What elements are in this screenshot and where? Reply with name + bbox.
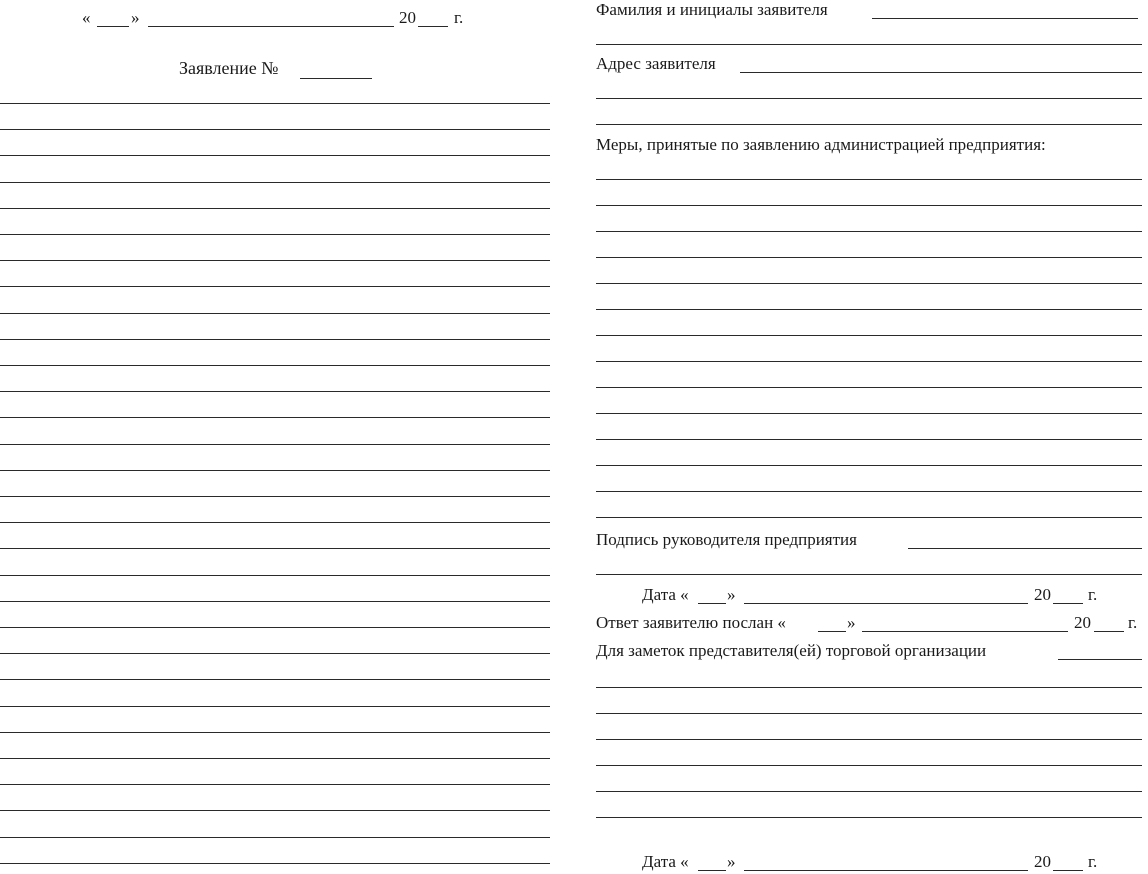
statement-text-line[interactable] <box>0 706 550 707</box>
statement-text-line[interactable] <box>0 155 550 156</box>
statement-text-line[interactable] <box>0 417 550 418</box>
reply-sent-year-prefix: 20 <box>1074 613 1091 632</box>
notes-text-line[interactable] <box>596 713 1142 714</box>
statement-text-line[interactable] <box>0 732 550 733</box>
manager-signature-label: Подпись руководителя предприятия <box>596 530 857 549</box>
statement-text-line[interactable] <box>0 339 550 340</box>
notes-text-line[interactable] <box>596 739 1142 740</box>
date1-label: Дата « <box>642 585 689 604</box>
measures-text-line[interactable] <box>596 517 1142 518</box>
statement-text-line[interactable] <box>0 627 550 628</box>
applicant-address-field-cont[interactable] <box>596 124 1142 125</box>
notes-text-line[interactable] <box>596 765 1142 766</box>
reply-sent-day-blank[interactable] <box>818 631 846 632</box>
measures-text-line[interactable] <box>596 387 1142 388</box>
statement-text-line[interactable] <box>0 208 550 209</box>
notes-text-line[interactable] <box>596 791 1142 792</box>
manager-signature-field[interactable] <box>908 548 1142 549</box>
statement-text-line[interactable] <box>0 365 550 366</box>
applicant-name-field[interactable] <box>872 18 1138 19</box>
statement-title: Заявление № <box>179 58 279 78</box>
statement-text-line[interactable] <box>0 837 550 838</box>
statement-text-line[interactable] <box>0 286 550 287</box>
measures-text-line[interactable] <box>596 205 1142 206</box>
statement-text-line[interactable] <box>0 260 550 261</box>
applicant-address-field[interactable] <box>740 72 1142 73</box>
manager-signature-field-cont[interactable] <box>596 574 1142 575</box>
statement-text-line[interactable] <box>0 653 550 654</box>
statement-text-line[interactable] <box>0 470 550 471</box>
measures-text-line[interactable] <box>596 491 1142 492</box>
statement-text-line[interactable] <box>0 575 550 576</box>
statement-text-line[interactable] <box>0 758 550 759</box>
date-year-suffix: г. <box>454 8 464 27</box>
statement-text-line[interactable] <box>0 601 550 602</box>
date1-close-quote: » <box>727 585 736 604</box>
statement-text-line[interactable] <box>0 234 550 235</box>
notes-text-line[interactable] <box>596 817 1142 818</box>
date-open-quote: « <box>82 8 91 27</box>
date2-month-blank[interactable] <box>744 870 1028 871</box>
statement-text-line[interactable] <box>0 103 550 104</box>
measures-text-line[interactable] <box>596 413 1142 414</box>
reply-sent-label: Ответ заявителю послан « <box>596 613 786 632</box>
statement-text-line[interactable] <box>0 784 550 785</box>
reply-sent-month-blank[interactable] <box>862 631 1068 632</box>
measures-text-line[interactable] <box>596 335 1142 336</box>
date1-year-blank[interactable] <box>1053 603 1083 604</box>
statement-text-line[interactable] <box>0 182 550 183</box>
date2-year-blank[interactable] <box>1053 870 1083 871</box>
statement-text-line[interactable] <box>0 129 550 130</box>
date-year-blank[interactable] <box>418 26 448 27</box>
notes-field[interactable] <box>1058 659 1142 660</box>
statement-text-line[interactable] <box>0 313 550 314</box>
applicant-address-field-cont[interactable] <box>596 98 1142 99</box>
date-year-prefix: 20 <box>399 8 416 27</box>
applicant-address-label: Адрес заявителя <box>596 54 716 73</box>
date2-close-quote: » <box>727 852 736 871</box>
applicant-name-field-cont[interactable] <box>596 44 1142 45</box>
measures-text-line[interactable] <box>596 231 1142 232</box>
statement-text-line[interactable] <box>0 496 550 497</box>
notes-label: Для заметок представителя(ей) торговой организации <box>596 641 987 660</box>
statement-text-line[interactable] <box>0 679 550 680</box>
reply-sent-year-blank[interactable] <box>1094 631 1124 632</box>
notes-text-line[interactable] <box>596 687 1142 688</box>
measures-text-line[interactable] <box>596 465 1142 466</box>
date2-day-blank[interactable] <box>698 870 726 871</box>
measures-text-line[interactable] <box>596 361 1142 362</box>
measures-text-line[interactable] <box>596 179 1142 180</box>
date1-month-blank[interactable] <box>744 603 1028 604</box>
date2-year-suffix: г. <box>1088 852 1098 871</box>
statement-text-line[interactable] <box>0 548 550 549</box>
date-close-quote: » <box>131 8 140 27</box>
date1-year-suffix: г. <box>1088 585 1098 604</box>
statement-text-line[interactable] <box>0 810 550 811</box>
applicant-name-label: Фамилия и инициалы заявителя <box>596 0 828 19</box>
statement-text-line[interactable] <box>0 391 550 392</box>
statement-text-line[interactable] <box>0 444 550 445</box>
statement-text-line[interactable] <box>0 522 550 523</box>
statement-number-blank[interactable] <box>300 78 372 79</box>
measures-text-line[interactable] <box>596 439 1142 440</box>
date-month-blank[interactable] <box>148 26 394 27</box>
date1-year-prefix: 20 <box>1034 585 1051 604</box>
measures-text-line[interactable] <box>596 283 1142 284</box>
reply-sent-year-suffix: г. <box>1128 613 1138 632</box>
measures-text-line[interactable] <box>596 257 1142 258</box>
date-day-blank[interactable] <box>97 26 129 27</box>
reply-sent-close-quote: » <box>847 613 856 632</box>
date2-year-prefix: 20 <box>1034 852 1051 871</box>
measures-label: Меры, принятые по заявлению администрацией предприятия: <box>596 135 1046 154</box>
date2-label: Дата « <box>642 852 689 871</box>
measures-text-line[interactable] <box>596 309 1142 310</box>
statement-text-line[interactable] <box>0 863 550 864</box>
date1-day-blank[interactable] <box>698 603 726 604</box>
